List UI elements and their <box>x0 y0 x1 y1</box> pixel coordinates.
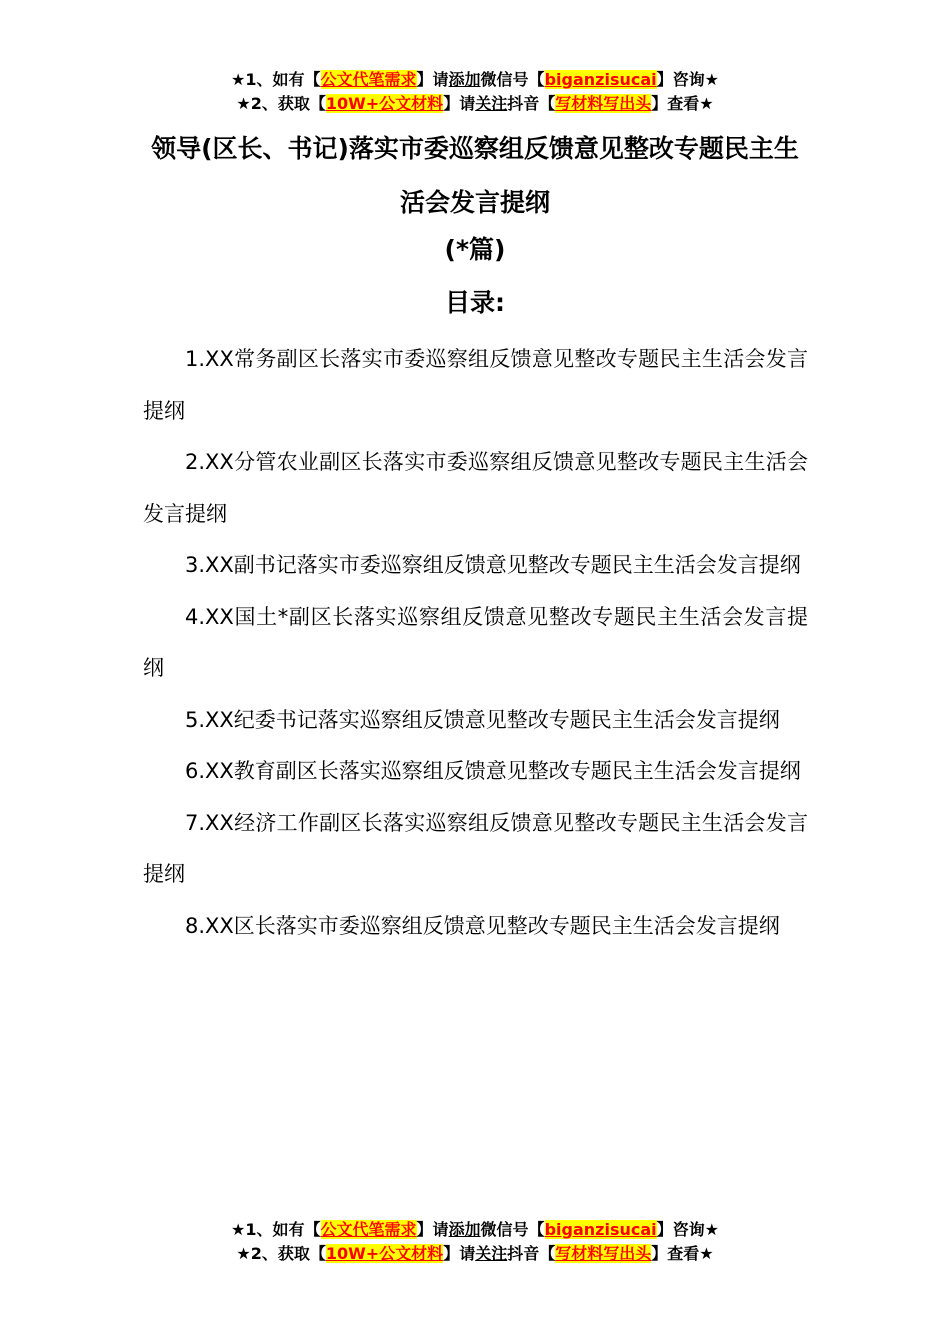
toc-item: 5.XX纪委书记落实巡察组反馈意见整改专题民主生活会发言提纲 <box>185 707 780 732</box>
banner-text: ★1、如有【 <box>231 70 321 89</box>
banner-text: 抖音【 <box>507 94 556 113</box>
toc-list <box>143 334 808 952</box>
banner-text: 】咨询★ <box>656 70 719 89</box>
banner-underline: 关注 <box>475 1244 508 1263</box>
banner-text: 】查看★ <box>651 1244 714 1263</box>
toc-item: 4.XX国土*副区长落实巡察组反馈意见整改专题民主生活会发言提纲 <box>143 604 808 680</box>
banner-line-2 <box>0 92 950 116</box>
banner-line-1 <box>0 1218 950 1242</box>
banner-text: 微信号【 <box>480 1220 545 1239</box>
banner-line-2 <box>0 1242 950 1266</box>
banner-highlight: 写材料写出头 <box>555 94 652 113</box>
banner-text: 】咨询★ <box>656 1220 719 1239</box>
banner-underline: 关注 <box>475 94 508 113</box>
banner-text: 微信号【 <box>480 70 545 89</box>
banner-text: 】请 <box>443 94 476 113</box>
banner-text: ★2、获取【 <box>236 94 326 113</box>
banner-highlight: 10W+公文材料 <box>325 94 444 113</box>
banner-text: 抖音【 <box>507 1244 556 1263</box>
top-banner <box>0 68 950 116</box>
banner-highlight: 公文代笔需求 <box>320 70 417 89</box>
banner-text: ★2、获取【 <box>236 1244 326 1263</box>
banner-highlight: biganzisucai <box>544 1220 657 1239</box>
banner-text: 】请 <box>416 1220 449 1239</box>
toc-item: 3.XX副书记落实市委巡察组反馈意见整改专题民主生活会发言提纲 <box>185 553 801 577</box>
bottom-banner <box>0 1218 950 1266</box>
banner-highlight: 公文代笔需求 <box>320 1220 417 1239</box>
toc-item: 1.XX常务副区长落实市委巡察组反馈意见整改专题民主生活会发言提纲 <box>143 347 808 423</box>
banner-text: 】查看★ <box>651 94 714 113</box>
toc-item: 7.XX经济工作副区长落实巡察组反馈意见整改专题民主生活会发言提纲 <box>143 810 808 886</box>
document-subtitle: (*篇) <box>444 235 506 264</box>
banner-highlight: 写材料写出头 <box>555 1244 652 1263</box>
toc-item: 6.XX教育副区长落实巡察组反馈意见整改专题民主生活会发言提纲 <box>185 759 801 783</box>
document-title: 领导(区长、书记)落实市委巡察组反馈意见整改专题民主生活会发言提纲 <box>151 134 799 217</box>
banner-highlight: biganzisucai <box>544 70 657 89</box>
banner-underline: 添加 <box>448 1220 481 1239</box>
banner-text: 】请 <box>443 1244 476 1263</box>
toc-heading: 目录: <box>445 288 505 317</box>
banner-text: ★1、如有【 <box>231 1220 321 1239</box>
toc-item: 8.XX区长落实市委巡察组反馈意见整改专题民主生活会发言提纲 <box>185 913 780 938</box>
toc-item: 2.XX分管农业副区长落实市委巡察组反馈意见整改专题民主生活会发言提纲 <box>143 450 808 526</box>
banner-highlight: 10W+公文材料 <box>325 1244 444 1263</box>
banner-text: 】请 <box>416 70 449 89</box>
banner-line-1 <box>0 68 950 92</box>
banner-underline: 添加 <box>448 70 481 89</box>
